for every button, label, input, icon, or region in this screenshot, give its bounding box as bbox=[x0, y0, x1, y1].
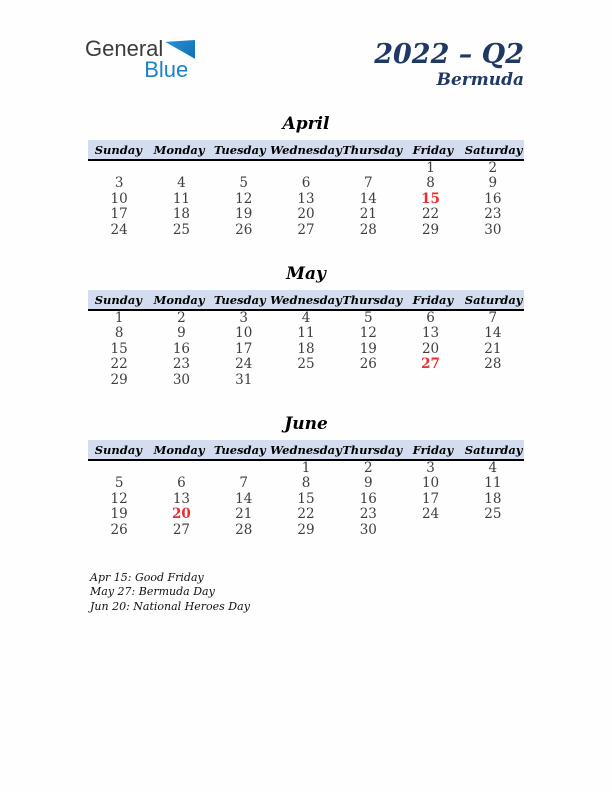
date-cell: 16 bbox=[359, 490, 377, 507]
date-cell: 14 bbox=[235, 490, 253, 507]
weekday-label: Sunday bbox=[94, 442, 142, 457]
date-cell: 18 bbox=[484, 490, 502, 507]
week-row bbox=[88, 357, 524, 372]
weekday-label: Monday bbox=[153, 442, 205, 457]
date-cell: 20 bbox=[172, 506, 191, 523]
date-cell: 2 bbox=[488, 160, 498, 176]
empty-date-cell bbox=[150, 461, 212, 476]
date-cell: 3 bbox=[114, 175, 124, 192]
date-cell: 10 bbox=[110, 190, 128, 207]
date-cell: 9 bbox=[488, 175, 498, 192]
date-cell: 20 bbox=[297, 206, 315, 223]
month-title: June bbox=[284, 414, 328, 434]
month-title: April bbox=[282, 114, 330, 134]
week-row bbox=[88, 311, 524, 326]
logo-text-blue: Blue bbox=[144, 57, 189, 82]
week-row bbox=[88, 207, 524, 222]
date-cell: 9 bbox=[363, 475, 373, 492]
week-row bbox=[88, 461, 524, 476]
date-cell: 16 bbox=[172, 340, 191, 357]
week-row bbox=[88, 476, 524, 491]
date-cell: 22 bbox=[110, 356, 128, 373]
date-cell: 16 bbox=[484, 190, 502, 207]
date-cell: 15 bbox=[297, 490, 315, 507]
week-row bbox=[88, 342, 524, 357]
date-cell: 29 bbox=[421, 221, 440, 238]
week-row bbox=[88, 223, 524, 238]
date-cell: 3 bbox=[426, 460, 435, 476]
date-cell: 30 bbox=[172, 371, 191, 388]
date-cell: 26 bbox=[359, 356, 377, 373]
date-cell: 27 bbox=[421, 356, 440, 373]
logo-text-general: General bbox=[85, 36, 164, 61]
date-cell: 5 bbox=[114, 475, 124, 492]
weekday-header-row bbox=[88, 440, 524, 461]
date-cell: 9 bbox=[177, 325, 186, 342]
month-april bbox=[88, 112, 524, 238]
date-cell: 13 bbox=[297, 190, 315, 207]
week-row bbox=[88, 492, 524, 507]
week-row bbox=[88, 373, 524, 388]
weekday-header-row bbox=[88, 290, 524, 311]
empty-date-cell bbox=[275, 161, 337, 176]
date-cell: 25 bbox=[297, 356, 315, 373]
date-cell: 14 bbox=[359, 190, 377, 207]
empty-date-cell bbox=[399, 523, 461, 538]
week-row bbox=[88, 161, 524, 176]
date-cell: 7 bbox=[488, 310, 498, 326]
weekday-label: Saturday bbox=[464, 142, 523, 157]
date-cell: 14 bbox=[484, 325, 502, 342]
date-cell: 4 bbox=[177, 175, 186, 192]
page-title-block bbox=[374, 40, 524, 91]
date-cell: 19 bbox=[235, 206, 253, 223]
week-row bbox=[88, 176, 524, 191]
date-cell: 17 bbox=[421, 490, 440, 507]
weekday-label: Monday bbox=[153, 142, 205, 157]
date-cell: 26 bbox=[235, 221, 253, 238]
weekday-label: Friday bbox=[412, 442, 454, 457]
empty-date-cell bbox=[462, 373, 524, 388]
date-cell: 15 bbox=[421, 190, 440, 207]
date-cell: 17 bbox=[110, 206, 128, 223]
date-cell: 6 bbox=[177, 475, 186, 492]
empty-date-cell bbox=[337, 373, 399, 388]
date-cell: 12 bbox=[110, 490, 128, 507]
date-cell: 6 bbox=[426, 310, 435, 326]
date-cell: 29 bbox=[297, 521, 315, 538]
date-cell: 28 bbox=[359, 221, 377, 238]
date-cell: 17 bbox=[235, 340, 253, 357]
date-cell: 23 bbox=[484, 206, 502, 223]
date-cell: 1 bbox=[301, 460, 311, 476]
date-cell: 21 bbox=[235, 506, 253, 523]
month-june bbox=[88, 412, 524, 538]
date-cell: 6 bbox=[301, 175, 311, 192]
date-cell: 27 bbox=[297, 221, 315, 238]
empty-date-cell bbox=[88, 161, 150, 176]
date-cell: 1 bbox=[114, 310, 124, 326]
date-cell: 29 bbox=[110, 371, 128, 388]
date-cell: 22 bbox=[421, 206, 440, 223]
date-cell: 7 bbox=[239, 475, 248, 492]
weekday-label: Thursday bbox=[342, 142, 403, 157]
date-cell: 23 bbox=[359, 506, 377, 523]
date-cell: 5 bbox=[363, 310, 373, 326]
empty-date-cell bbox=[399, 373, 461, 388]
date-cell: 12 bbox=[359, 325, 377, 342]
empty-date-cell bbox=[462, 523, 524, 538]
date-cell: 13 bbox=[172, 490, 191, 507]
weekday-label: Monday bbox=[153, 292, 205, 307]
weekday-label: Saturday bbox=[464, 442, 523, 457]
date-cell: 30 bbox=[484, 221, 502, 238]
date-cell: 30 bbox=[359, 521, 377, 538]
weekday-label: Sunday bbox=[94, 292, 142, 307]
date-cell: 4 bbox=[488, 460, 498, 476]
empty-date-cell bbox=[337, 161, 399, 176]
page-subtitle: Bermuda bbox=[436, 70, 524, 90]
date-cell: 24 bbox=[421, 506, 440, 523]
empty-date-cell bbox=[275, 373, 337, 388]
week-row bbox=[88, 523, 524, 538]
date-cell: 12 bbox=[235, 190, 253, 207]
date-cell: 18 bbox=[172, 206, 191, 223]
date-cell: 2 bbox=[177, 310, 186, 326]
date-cell: 25 bbox=[484, 506, 502, 523]
holiday-legend bbox=[90, 571, 250, 614]
date-cell: 28 bbox=[484, 356, 502, 373]
date-cell: 31 bbox=[235, 371, 253, 388]
weekday-label: Wednesday bbox=[270, 292, 342, 307]
weekday-label: Saturday bbox=[464, 292, 523, 307]
holiday-note: Apr 15: Good Friday bbox=[90, 571, 204, 584]
weekday-label: Thursday bbox=[342, 442, 403, 457]
weekday-header-row bbox=[88, 140, 524, 161]
date-cell: 24 bbox=[110, 221, 128, 238]
week-row bbox=[88, 192, 524, 207]
date-cell: 10 bbox=[235, 325, 253, 342]
empty-date-cell bbox=[88, 461, 150, 476]
date-cell: 15 bbox=[110, 340, 128, 357]
month-title: May bbox=[286, 264, 326, 284]
empty-date-cell bbox=[150, 161, 212, 176]
date-cell: 24 bbox=[235, 356, 253, 373]
general-blue-logo bbox=[85, 38, 195, 80]
weekday-label: Wednesday bbox=[270, 142, 342, 157]
date-cell: 20 bbox=[421, 340, 440, 357]
empty-date-cell bbox=[213, 461, 275, 476]
date-cell: 5 bbox=[239, 175, 248, 192]
empty-date-cell bbox=[213, 161, 275, 176]
date-cell: 25 bbox=[172, 221, 191, 238]
date-cell: 23 bbox=[172, 356, 191, 373]
page-title: 2022 – Q2 bbox=[374, 39, 524, 70]
weekday-label: Sunday bbox=[94, 142, 142, 157]
date-cell: 11 bbox=[297, 325, 315, 342]
date-cell: 19 bbox=[110, 506, 128, 523]
weekday-label: Tuesday bbox=[213, 142, 266, 157]
date-cell: 21 bbox=[484, 340, 502, 357]
date-cell: 22 bbox=[297, 506, 315, 523]
date-cell: 3 bbox=[239, 310, 248, 326]
date-cell: 11 bbox=[172, 190, 191, 207]
week-row bbox=[88, 507, 524, 522]
date-cell: 2 bbox=[363, 460, 373, 476]
month-may bbox=[88, 262, 524, 388]
weekday-label: Tuesday bbox=[213, 442, 266, 457]
weekday-label: Thursday bbox=[342, 292, 403, 307]
date-cell: 18 bbox=[297, 340, 315, 357]
date-cell: 8 bbox=[114, 325, 124, 342]
weekday-label: Friday bbox=[412, 292, 454, 307]
date-cell: 27 bbox=[172, 521, 191, 538]
date-cell: 28 bbox=[235, 521, 253, 538]
date-cell: 8 bbox=[301, 475, 311, 492]
week-row bbox=[88, 326, 524, 341]
date-cell: 8 bbox=[426, 175, 435, 192]
holiday-note: May 27: Bermuda Day bbox=[90, 585, 215, 599]
date-cell: 21 bbox=[359, 206, 377, 223]
holiday-note: Jun 20: National Heroes Day bbox=[90, 599, 250, 613]
date-cell: 11 bbox=[484, 475, 502, 492]
weekday-label: Tuesday bbox=[213, 292, 266, 307]
weekday-label: Friday bbox=[412, 142, 454, 157]
weekday-label: Wednesday bbox=[270, 442, 342, 457]
date-cell: 10 bbox=[421, 475, 440, 492]
date-cell: 7 bbox=[363, 175, 373, 192]
date-cell: 26 bbox=[110, 521, 128, 538]
date-cell: 19 bbox=[359, 340, 377, 357]
date-cell: 13 bbox=[421, 325, 440, 342]
date-cell: 1 bbox=[426, 160, 435, 176]
date-cell: 4 bbox=[301, 310, 311, 326]
